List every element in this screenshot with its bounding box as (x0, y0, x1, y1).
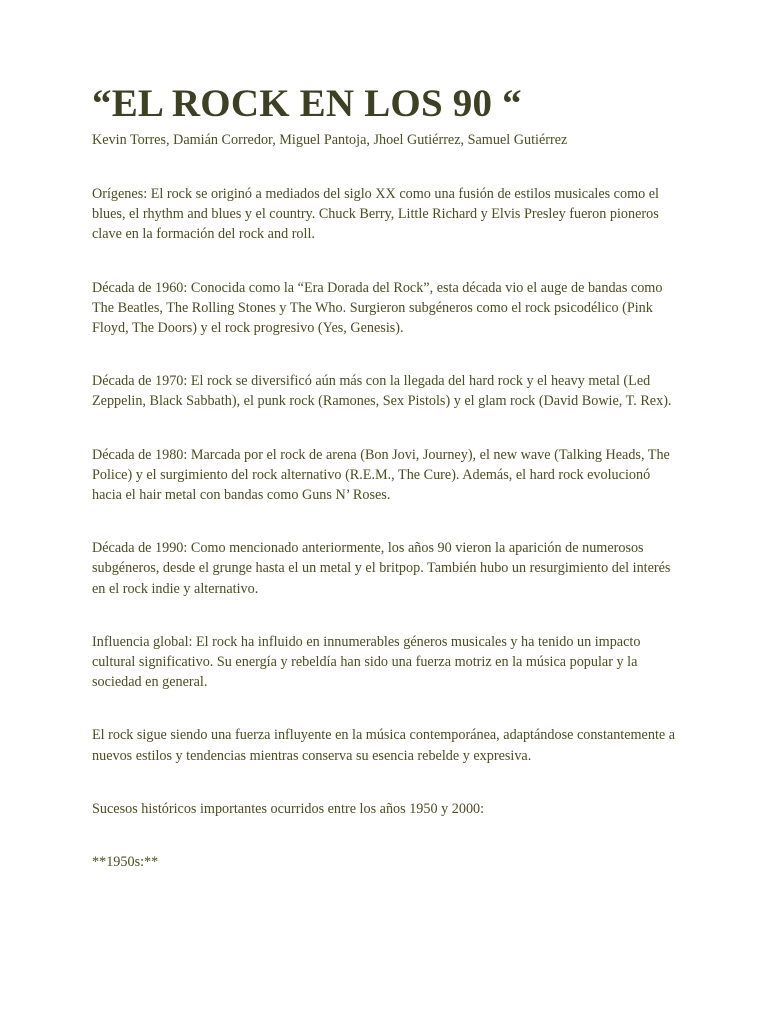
paragraph-1950s-heading: **1950s:** (92, 854, 159, 871)
paragraph-origenes: Orígenes: El rock se originó a mediados del siglo XX como una fusión de estilos musicales como el blues, el rhythm and blues y el country. Chuck Berry, Little Richard y Elvis Presley fueron pioneros clave en la formación del rock and roll. (92, 186, 659, 243)
paragraph-decada-1960: Década de 1960: Conocida como la “Era Dorada del Rock”, esta década vio el auge de bandas como The Beatles, The Rolling Stones y The Who. Surgieron subgéneros como el rock psicodélico (Pink Floyd, The Doors) y el rock progresivo (Yes, Genesis). (92, 279, 663, 337)
document-authors: Kevin Torres, Damián Corredor, Miguel Pantoja, Jhoel Gutiérrez, Samuel Gutiérrez (92, 132, 568, 148)
paragraph-influencia-global: Influencia global: El rock ha influido en innumerables géneros musicales y ha tenido un impacto cultural significativo. Su energía y rebeldía han sido una fuerza motriz en la música popular y la sociedad en general. (92, 633, 641, 691)
paragraph-decada-1990: Década de 1990: Como mencionado anteriormente, los años 90 vieron la aparición de numerosos subgéneros, desde el grunge hasta el un metal y el britpop. También hubo un resurgimiento del interés en el rock indie y alternativo. (92, 540, 671, 597)
document-page (92, 80, 682, 872)
paragraph-decada-1970: Década de 1970: El rock se diversificó aún más con la llegada del hard rock y el heavy metal (Led Zeppelin, Black Sabbath), el punk rock (Ramones, Sex Pistols) y el glam rock (David Bowie, T. Rex). (92, 373, 672, 410)
paragraph-rock-actual: El rock sigue siendo una fuerza influyente en la música contemporánea, adaptándose constantemente a nuevos estilos y tendencias mientras conserva su esencia rebelde y expresiva. (92, 727, 676, 764)
paragraph-decada-1980: Década de 1980: Marcada por el rock de arena (Bon Jovi, Journey), el new wave (Talking Heads, The Police) y el surgimiento del rock alternativo (R.E.M., The Cure). Además, el hard rock evolucionó hacia el hair metal con bandas como Guns N’ Roses. (92, 446, 670, 504)
paragraph-sucesos-historicos: Sucesos históricos importantes ocurridos entre los años 1950 y 2000: (92, 800, 485, 817)
document-title: “EL ROCK EN LOS 90 “ (92, 82, 522, 125)
